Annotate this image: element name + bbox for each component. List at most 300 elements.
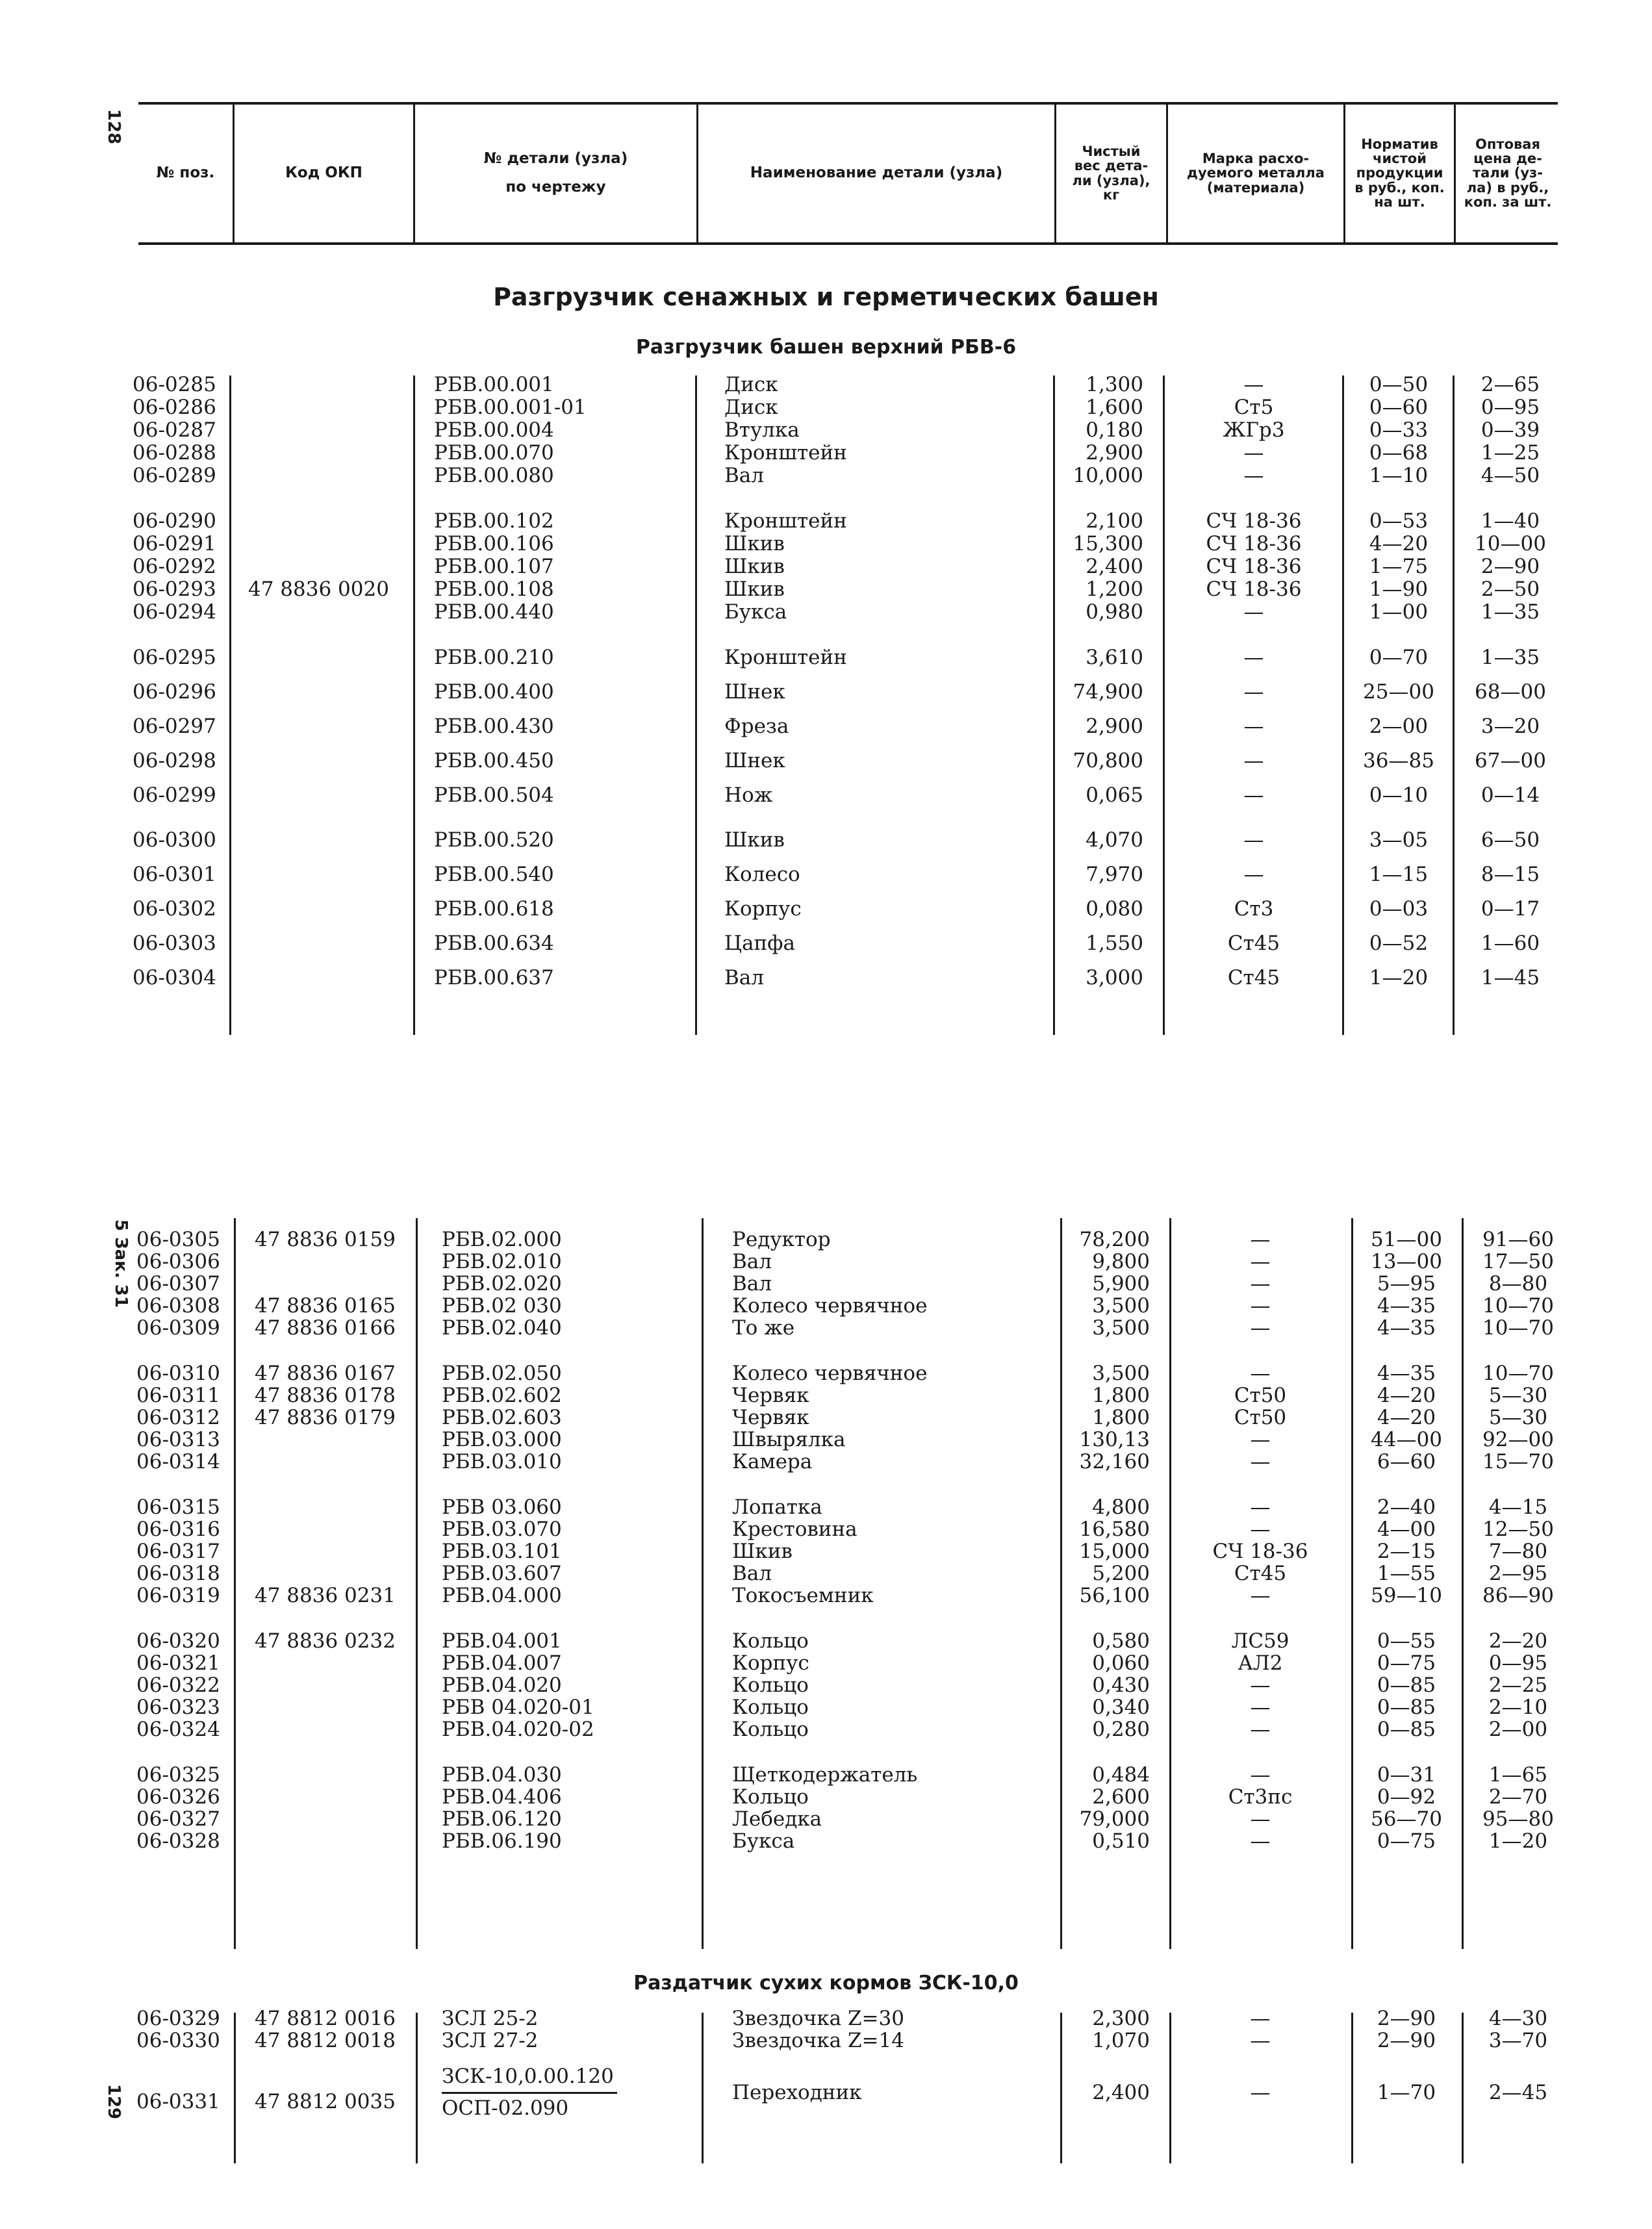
cell-price: 10—70 xyxy=(1482,1362,1554,1385)
row-last-det-top: ЗСК-10,0.00.120 xyxy=(442,2065,614,2088)
cell-det: РБВ.00.210 xyxy=(434,646,554,669)
cell-det: РБВ.04.007 xyxy=(442,1651,562,1675)
cell-name: Кронштейн xyxy=(724,509,847,533)
cell-pos: 06-0329 xyxy=(136,2007,220,2030)
column-line xyxy=(413,376,415,1035)
cell-wt: 7,970 xyxy=(1086,863,1143,886)
cell-name: Кольцо xyxy=(732,1696,809,1719)
fraction-line xyxy=(442,2092,617,2094)
cell-name: Шкив xyxy=(724,532,785,555)
cell-mat: Ст45 xyxy=(1234,1562,1287,1585)
cell-wt: 16,580 xyxy=(1079,1518,1150,1541)
cell-name: Вал xyxy=(732,1562,772,1585)
cell-name: Кронштейн xyxy=(724,646,847,669)
cell-wt: 78,200 xyxy=(1079,1228,1150,1251)
cell-mat: — xyxy=(1250,1674,1271,1697)
cell-det: РБВ.02.603 xyxy=(442,1406,562,1429)
cell-mat: — xyxy=(1250,2007,1271,2030)
cell-okp: 47 8836 0232 xyxy=(255,1629,396,1653)
cell-mat: — xyxy=(1250,1250,1271,1273)
cell-wt: 3,500 xyxy=(1092,1362,1150,1385)
cell-price: 2—00 xyxy=(1488,1718,1548,1741)
cell-pos: 06-0304 xyxy=(133,966,216,989)
cell-mat: СЧ 18-36 xyxy=(1206,578,1302,601)
cell-okp: 47 8812 0018 xyxy=(255,2029,396,2052)
cell-wt: 0,080 xyxy=(1086,897,1143,921)
row-last-det-bottom: ОСП-02.090 xyxy=(442,2096,569,2120)
cell-pos: 06-0319 xyxy=(136,1584,220,1607)
cell-name: Шнек xyxy=(724,680,785,704)
cell-price: 92—00 xyxy=(1482,1428,1554,1451)
cell-wt: 0,060 xyxy=(1092,1651,1150,1675)
cell-wt: 0,510 xyxy=(1092,1829,1150,1853)
side-note: 5 Зак. 31 xyxy=(110,1219,131,1308)
cell-wt: 5,200 xyxy=(1092,1562,1150,1585)
cell-price: 0—14 xyxy=(1480,783,1540,807)
column-line xyxy=(234,1218,236,1949)
cell-mat: — xyxy=(1250,1362,1271,1385)
cell-det: РБВ.03.070 xyxy=(442,1518,562,1541)
cell-price: 2—25 xyxy=(1488,1674,1548,1697)
cell-det: РБВ.00.520 xyxy=(434,828,554,852)
cell-price: 2—65 xyxy=(1480,373,1540,396)
cell-wt: 1,550 xyxy=(1086,932,1143,955)
cell-price: 10—00 xyxy=(1475,532,1546,555)
cell-price: 2—90 xyxy=(1480,555,1540,578)
cell-norm: 0—10 xyxy=(1369,783,1429,807)
cell-name: Диск xyxy=(724,396,778,419)
cell-price: 3—20 xyxy=(1480,715,1540,738)
cell-mat: АЛ2 xyxy=(1238,1651,1283,1675)
cell-mat: — xyxy=(1243,373,1264,396)
cell-det: РБВ.02.050 xyxy=(442,1362,562,1385)
cell-okp: 47 8836 0231 xyxy=(255,1584,396,1607)
cell-price: 3—70 xyxy=(1488,2029,1548,2052)
cell-norm: 0—33 xyxy=(1369,418,1429,442)
page-number-top: 128 xyxy=(104,108,124,145)
cell-det: РБВ.02.020 xyxy=(442,1272,562,1295)
column-line xyxy=(1462,1218,1464,1949)
cell-pos: 06-0306 xyxy=(136,1250,220,1273)
cell-mat: — xyxy=(1250,1316,1271,1340)
cell-det: РБВ.00.070 xyxy=(434,441,554,465)
cell-price: 2—50 xyxy=(1480,578,1540,601)
cell-det: РБВ.00.108 xyxy=(434,578,554,601)
header-bottom-rule xyxy=(138,242,1558,245)
cell-wt: 0,980 xyxy=(1086,600,1143,624)
cell-det: РБВ.02.000 xyxy=(442,1228,562,1251)
header-price: Оптовая цена де- тали (уз- ла) в руб., коп. за шт. xyxy=(1464,136,1552,210)
cell-pos: 06-0314 xyxy=(136,1450,220,1473)
cell-price: 4—30 xyxy=(1488,2007,1548,2030)
cell-price: 10—70 xyxy=(1482,1294,1554,1318)
cell-norm: 2—00 xyxy=(1369,715,1429,738)
cell-price: 5—30 xyxy=(1488,1406,1548,1429)
cell-norm: 4—00 xyxy=(1377,1518,1436,1541)
cell-price: 1—35 xyxy=(1480,646,1540,669)
cell-price: 86—90 xyxy=(1482,1584,1554,1607)
cell-mat: Ст5 xyxy=(1234,396,1274,419)
cell-det: РБВ.00.001-01 xyxy=(434,396,587,419)
cell-pos: 06-0308 xyxy=(136,1294,220,1318)
cell-det: РБВ.00.430 xyxy=(434,715,554,738)
cell-norm: 51—00 xyxy=(1371,1228,1442,1251)
cell-det: РБВ.00.106 xyxy=(434,532,554,555)
cell-name: Камера xyxy=(732,1450,813,1473)
cell-name: Вал xyxy=(732,1272,772,1295)
cell-mat: Ст45 xyxy=(1227,966,1280,989)
cell-pos: 06-0287 xyxy=(133,418,216,442)
cell-name: Корпус xyxy=(732,1651,809,1675)
section-title: Разгрузчик сенажных и герметических башен xyxy=(493,283,1159,311)
cell-name: Вал xyxy=(724,966,764,989)
cell-wt: 3,500 xyxy=(1092,1316,1150,1340)
cell-price: 0—39 xyxy=(1480,418,1540,442)
cell-okp: 47 8836 0165 xyxy=(255,1294,396,1318)
cell-mat: Ст3пс xyxy=(1228,1785,1293,1809)
cell-det: РБВ.03.607 xyxy=(442,1562,562,1585)
column-line xyxy=(1462,2013,1464,2163)
cell-price: 91—60 xyxy=(1482,1228,1554,1251)
cell-pos: 06-0297 xyxy=(133,715,216,738)
cell-mat: СЧ 18-36 xyxy=(1206,555,1302,578)
cell-det: РБВ.00.450 xyxy=(434,749,554,772)
cell-name: Шнек xyxy=(724,749,785,772)
cell-okp: 47 8836 0167 xyxy=(255,1362,396,1385)
cell-pos: 06-0322 xyxy=(136,1674,220,1697)
cell-mat: — xyxy=(1250,2029,1271,2052)
cell-pos: 06-0326 xyxy=(136,1785,220,1809)
cell-pos: 06-0317 xyxy=(136,1540,220,1563)
cell-price: 0—95 xyxy=(1480,396,1540,419)
cell-mat: Ст45 xyxy=(1227,932,1280,955)
cell-wt: 0,180 xyxy=(1086,418,1143,442)
cell-det: РБВ.00.504 xyxy=(434,783,554,807)
cell-norm: 13—00 xyxy=(1371,1250,1442,1273)
cell-det: РБВ.04.001 xyxy=(442,1629,562,1653)
cell-okp: 47 8836 0020 xyxy=(248,578,389,601)
cell-name: Шкив xyxy=(724,555,785,578)
cell-mat: СЧ 18-36 xyxy=(1206,532,1302,555)
cell-det: РБВ.00.001 xyxy=(434,373,554,396)
cell-det: ЗСЛ 25-2 xyxy=(442,2007,539,2030)
cell-mat: — xyxy=(1243,600,1264,624)
cell-wt: 32,160 xyxy=(1079,1450,1150,1473)
cell-price: 4—15 xyxy=(1488,1496,1548,1519)
cell-pos: 06-0285 xyxy=(133,373,216,396)
cell-norm: 0—85 xyxy=(1377,1718,1436,1741)
cell-name: Корпус xyxy=(724,897,802,921)
cell-pos: 06-0330 xyxy=(136,2029,220,2052)
cell-name: То же xyxy=(732,1316,795,1340)
cell-price: 6—50 xyxy=(1480,828,1540,852)
cell-det: РБВ.02 030 xyxy=(442,1294,562,1318)
cell-name: Диск xyxy=(724,373,778,396)
cell-wt: 1,800 xyxy=(1092,1406,1150,1429)
cell-pos: 06-0309 xyxy=(136,1316,220,1340)
cell-norm: 1—10 xyxy=(1369,464,1429,487)
cell-price: 1—35 xyxy=(1480,600,1540,624)
cell-det: РБВ.03.000 xyxy=(442,1428,562,1451)
cell-det: РБВ.00.440 xyxy=(434,600,554,624)
cell-norm: 0—31 xyxy=(1377,1763,1436,1787)
cell-mat: — xyxy=(1243,749,1264,772)
cell-mat: — xyxy=(1250,1829,1271,1853)
cell-mat: — xyxy=(1243,715,1264,738)
cell-norm: 0—52 xyxy=(1369,932,1429,955)
cell-mat: — xyxy=(1243,680,1264,704)
cell-name: Нож xyxy=(724,783,773,807)
cell-okp: 47 8836 0178 xyxy=(255,1384,396,1407)
cell-pos: 06-0301 xyxy=(133,863,216,886)
cell-norm: 36—85 xyxy=(1363,749,1434,772)
cell-mat: ЖГр3 xyxy=(1223,418,1285,442)
column-line xyxy=(1169,1218,1171,1949)
cell-pos: 06-0310 xyxy=(136,1362,220,1385)
cell-pos: 06-0292 xyxy=(133,555,216,578)
cell-mat: — xyxy=(1243,441,1264,465)
cell-wt: 130,13 xyxy=(1079,1428,1150,1451)
cell-det: РБВ.04.030 xyxy=(442,1763,562,1787)
cell-name: Шкив xyxy=(724,578,785,601)
cell-pos: 06-0313 xyxy=(136,1428,220,1451)
cell-name: Червяк xyxy=(732,1384,809,1407)
cell-price: 95—80 xyxy=(1482,1807,1554,1831)
cell-name: Втулка xyxy=(724,418,800,442)
cell-pos: 06-0303 xyxy=(133,932,216,955)
cell-wt: 9,800 xyxy=(1092,1250,1150,1273)
column-line xyxy=(1169,2013,1171,2163)
header-okp: Код ОКП xyxy=(285,164,362,181)
header-name: Наименование детали (узла) xyxy=(750,164,1003,181)
subsection-title-zsk: Раздатчик сухих кормов ЗСК-10,0 xyxy=(633,1972,1019,1994)
cell-name: Крестовина xyxy=(732,1518,858,1541)
cell-norm: 1—20 xyxy=(1369,966,1429,989)
cell-price: 1—60 xyxy=(1480,932,1540,955)
cell-det: РБВ.02.010 xyxy=(442,1250,562,1273)
cell-pos: 06-0291 xyxy=(133,532,216,555)
cell-norm: 4—20 xyxy=(1377,1384,1436,1407)
cell-mat: — xyxy=(1250,1496,1271,1519)
column-line xyxy=(416,2013,418,2163)
cell-wt: 74,900 xyxy=(1073,680,1143,704)
cell-name: Кольцо xyxy=(732,1785,809,1809)
cell-pos: 06-0315 xyxy=(136,1496,220,1519)
cell-det: РБВ.00.080 xyxy=(434,464,554,487)
cell-price: 17—50 xyxy=(1482,1250,1554,1273)
cell-name: Букса xyxy=(732,1829,795,1853)
cell-name: Редуктор xyxy=(732,1228,831,1251)
cell-price: 10—70 xyxy=(1482,1316,1554,1340)
cell-wt: 0,580 xyxy=(1092,1629,1150,1653)
cell-det: РБВ.06.190 xyxy=(442,1829,562,1853)
cell-price: 4—50 xyxy=(1480,464,1540,487)
column-line xyxy=(234,2013,236,2163)
cell-pos: 06-0316 xyxy=(136,1518,220,1541)
cell-pos: 06-0298 xyxy=(133,749,216,772)
cell-norm: 0—55 xyxy=(1377,1629,1436,1653)
cell-name: Фреза xyxy=(724,715,789,738)
cell-mat: — xyxy=(1250,1518,1271,1541)
cell-norm: 4—20 xyxy=(1369,532,1429,555)
cell-name: Букса xyxy=(724,600,787,624)
cell-wt: 56,100 xyxy=(1079,1584,1150,1607)
cell-pos: 06-0302 xyxy=(133,897,216,921)
cell-norm: 0—75 xyxy=(1377,1651,1436,1675)
cell-mat: Ст50 xyxy=(1234,1406,1287,1429)
cell-wt: 0,065 xyxy=(1086,783,1143,807)
cell-mat: — xyxy=(1250,1584,1271,1607)
cell-name: Лебедка xyxy=(732,1807,822,1831)
cell-name: Кронштейн xyxy=(724,441,847,465)
cell-pos: 06-0320 xyxy=(136,1629,220,1653)
cell-det: РБВ.04.000 xyxy=(442,1584,562,1607)
cell-name: Звездочка Z=30 xyxy=(732,2007,904,2030)
cell-name: Швырялка xyxy=(732,1428,846,1451)
row-last-pos: 06-0331 xyxy=(136,2090,220,2113)
cell-norm: 0—60 xyxy=(1369,396,1429,419)
cell-wt: 10,000 xyxy=(1073,464,1143,487)
cell-det: РБВ 03.060 xyxy=(442,1496,562,1519)
cell-wt: 1,600 xyxy=(1086,396,1143,419)
cell-wt: 15,000 xyxy=(1079,1540,1150,1563)
cell-norm: 2—90 xyxy=(1377,2007,1436,2030)
cell-name: Колесо червячное xyxy=(732,1294,928,1318)
cell-mat: СЧ 18-36 xyxy=(1206,509,1302,533)
cell-price: 5—30 xyxy=(1488,1384,1548,1407)
cell-norm: 1—15 xyxy=(1369,863,1429,886)
cell-norm: 59—10 xyxy=(1371,1584,1442,1607)
cell-mat: — xyxy=(1250,1428,1271,1451)
cell-wt: 3,500 xyxy=(1092,1294,1150,1318)
cell-okp: 47 8836 0179 xyxy=(255,1406,396,1429)
cell-norm: 1—00 xyxy=(1369,600,1429,624)
cell-name: Червяк xyxy=(732,1406,809,1429)
cell-price: 1—65 xyxy=(1488,1763,1548,1787)
cell-price: 8—15 xyxy=(1480,863,1540,886)
cell-price: 1—20 xyxy=(1488,1829,1548,1853)
cell-name: Шкив xyxy=(732,1540,793,1563)
column-line xyxy=(695,376,697,1035)
cell-norm: 6—60 xyxy=(1377,1450,1436,1473)
row-last-price: 2—45 xyxy=(1488,2081,1548,2104)
cell-mat: Ст50 xyxy=(1234,1384,1287,1407)
cell-price: 15—70 xyxy=(1482,1450,1554,1473)
cell-wt: 2,400 xyxy=(1086,555,1143,578)
cell-pos: 06-0296 xyxy=(133,680,216,704)
cell-pos: 06-0286 xyxy=(133,396,216,419)
cell-pos: 06-0293 xyxy=(133,578,216,601)
cell-det: РБВ.00.107 xyxy=(434,555,554,578)
cell-det: РБВ.04.020-02 xyxy=(442,1718,594,1741)
cell-norm: 0—03 xyxy=(1369,897,1429,921)
cell-pos: 06-0289 xyxy=(133,464,216,487)
subsection-title-rbv6: Разгрузчик башен верхний РБВ-6 xyxy=(635,336,1017,359)
cell-mat: — xyxy=(1250,1228,1271,1251)
cell-norm: 0—70 xyxy=(1369,646,1429,669)
cell-price: 12—50 xyxy=(1482,1518,1554,1541)
cell-norm: 25—00 xyxy=(1363,680,1434,704)
cell-wt: 3,610 xyxy=(1086,646,1143,669)
cell-pos: 06-0300 xyxy=(133,828,216,852)
cell-pos: 06-0328 xyxy=(136,1829,220,1853)
page-number-bottom: 129 xyxy=(104,2083,124,2120)
cell-name: Лопатка xyxy=(732,1496,822,1519)
cell-name: Кольцо xyxy=(732,1629,809,1653)
header-norm: Норматив чистой продукции в руб., коп. на шт. xyxy=(1354,136,1445,210)
cell-det: РБВ.04.406 xyxy=(442,1785,562,1809)
cell-pos: 06-0325 xyxy=(136,1763,220,1787)
cell-mat: — xyxy=(1243,863,1264,886)
cell-mat: Ст3 xyxy=(1234,897,1274,921)
cell-wt: 0,484 xyxy=(1092,1763,1150,1787)
cell-wt: 1,300 xyxy=(1086,373,1143,396)
cell-price: 0—95 xyxy=(1488,1651,1548,1675)
cell-name: Вал xyxy=(732,1250,772,1273)
cell-norm: 3—05 xyxy=(1369,828,1429,852)
cell-name: Колесо xyxy=(724,863,800,886)
cell-mat: — xyxy=(1250,1450,1271,1473)
cell-norm: 4—35 xyxy=(1377,1362,1436,1385)
cell-name: Щеткодержатель xyxy=(732,1763,918,1787)
row-last-weight: 2,400 xyxy=(1092,2081,1150,2104)
cell-wt: 0,430 xyxy=(1092,1674,1150,1697)
cell-norm: 2—15 xyxy=(1377,1540,1436,1563)
column-line xyxy=(1163,376,1165,1035)
cell-mat: — xyxy=(1243,646,1264,669)
cell-norm: 0—50 xyxy=(1369,373,1429,396)
cell-name: Звездочка Z=14 xyxy=(732,2029,904,2052)
row-last-norm: 1—70 xyxy=(1377,2081,1436,2104)
cell-wt: 3,000 xyxy=(1086,966,1143,989)
cell-okp: 47 8836 0159 xyxy=(255,1228,396,1251)
cell-name: Кольцо xyxy=(732,1674,809,1697)
column-line xyxy=(702,1218,704,1949)
cell-norm: 44—00 xyxy=(1371,1428,1442,1451)
cell-norm: 2—40 xyxy=(1377,1496,1436,1519)
cell-norm: 2—90 xyxy=(1377,2029,1436,2052)
cell-wt: 5,900 xyxy=(1092,1272,1150,1295)
cell-okp: 47 8836 0166 xyxy=(255,1316,396,1340)
cell-det: РБВ.00.540 xyxy=(434,863,554,886)
cell-norm: 5—95 xyxy=(1377,1272,1436,1295)
cell-det: ЗСЛ 27-2 xyxy=(442,2029,539,2052)
cell-norm: 4—35 xyxy=(1377,1294,1436,1318)
cell-det: РБВ.06.120 xyxy=(442,1807,562,1831)
header-pos: № поз. xyxy=(156,164,215,181)
cell-norm: 0—53 xyxy=(1369,509,1429,533)
cell-price: 1—45 xyxy=(1480,966,1540,989)
cell-name: Цапфа xyxy=(724,932,795,955)
cell-wt: 4,800 xyxy=(1092,1496,1150,1519)
cell-name: Токосъемник xyxy=(732,1584,874,1607)
cell-okp: 47 8812 0016 xyxy=(255,2007,396,2030)
cell-mat: — xyxy=(1243,783,1264,807)
cell-price: 2—95 xyxy=(1488,1562,1548,1585)
cell-det: РБВ.03.101 xyxy=(442,1540,562,1563)
cell-norm: 4—35 xyxy=(1377,1316,1436,1340)
cell-det: РБВ.03.010 xyxy=(442,1450,562,1473)
cell-pos: 06-0288 xyxy=(133,441,216,465)
cell-mat: — xyxy=(1250,1718,1271,1741)
header-material: Марка расхо- дуемого металла (материала) xyxy=(1187,151,1325,196)
cell-price: 1—25 xyxy=(1480,441,1540,465)
column-line xyxy=(702,2013,704,2163)
cell-det: РБВ.00.400 xyxy=(434,680,554,704)
cell-norm: 0—85 xyxy=(1377,1674,1436,1697)
cell-norm: 0—85 xyxy=(1377,1696,1436,1719)
cell-wt: 2,600 xyxy=(1092,1785,1150,1809)
